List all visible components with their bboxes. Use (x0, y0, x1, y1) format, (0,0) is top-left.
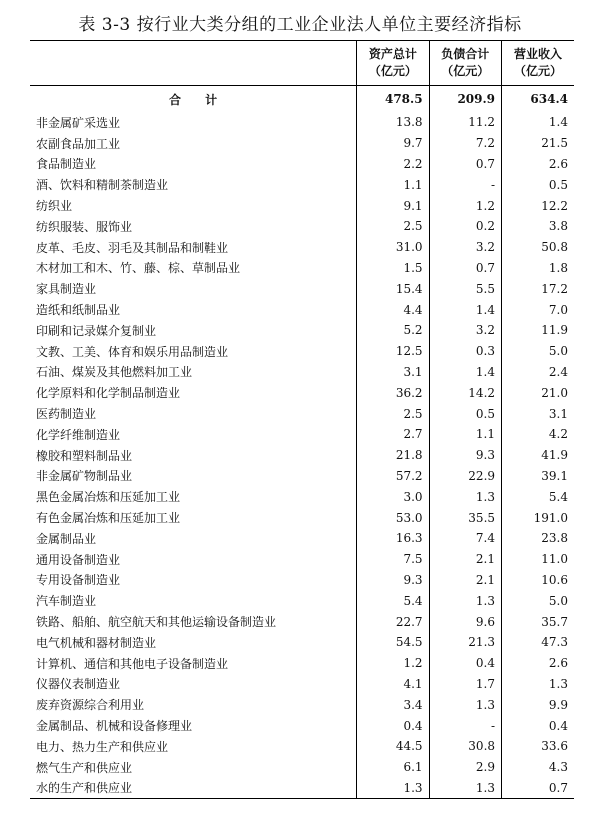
liabilities-value: 9.6 (429, 611, 501, 632)
assets-value: 12.5 (357, 341, 429, 362)
table-row (30, 403, 574, 424)
header-assets-unit: （亿元） (368, 64, 417, 78)
liabilities-value: 1.3 (429, 778, 501, 799)
assets-value: 36.2 (357, 382, 429, 403)
header-liabilities-label: 负债合计 (441, 47, 490, 61)
liabilities-value: 21.3 (429, 632, 501, 653)
revenue-value: 41.9 (502, 445, 574, 466)
table-row (30, 694, 574, 715)
assets-value: 4.4 (357, 299, 429, 320)
revenue-value: 1.4 (502, 112, 574, 133)
table-row (30, 674, 574, 695)
industry-name: 家具制造业 (36, 282, 97, 297)
liabilities-value: 0.5 (429, 403, 501, 424)
revenue-value: 11.9 (502, 320, 574, 341)
liabilities-value: 7.2 (429, 133, 501, 154)
table-row (30, 382, 574, 403)
industry-name: 电气机械和器材制造业 (36, 635, 157, 650)
table-row (30, 570, 574, 591)
revenue-value: 7.0 (502, 299, 574, 320)
assets-value: 13.8 (357, 112, 429, 133)
revenue-value: 12.2 (502, 195, 574, 216)
liabilities-value: 2.1 (429, 570, 501, 591)
assets-value: 15.4 (357, 278, 429, 299)
revenue-value: 11.0 (502, 549, 574, 570)
table-row (30, 549, 574, 570)
industry-name: 黑色金属冶炼和压延加工业 (36, 490, 181, 505)
industry-name: 通用设备制造业 (36, 552, 121, 567)
header-row (30, 41, 574, 86)
liabilities-value: 14.2 (429, 382, 501, 403)
industry-name: 化学原料和化学制品制造业 (36, 386, 181, 401)
revenue-value: 10.6 (502, 570, 574, 591)
assets-value: 9.7 (357, 133, 429, 154)
liabilities-value: 3.2 (429, 237, 501, 258)
table-row (30, 445, 574, 466)
total-row (30, 86, 574, 113)
table-row (30, 237, 574, 258)
assets-value: 5.2 (357, 320, 429, 341)
assets-value: 7.5 (357, 549, 429, 570)
industry-name: 化学纤维制造业 (36, 427, 121, 442)
table-row (30, 424, 574, 445)
industry-name: 金属制品业 (36, 531, 97, 546)
revenue-value: 0.4 (502, 715, 574, 736)
assets-value: 2.5 (357, 403, 429, 424)
table-row (30, 174, 574, 195)
table-row (30, 154, 574, 175)
assets-value: 3.1 (357, 362, 429, 383)
table-row (30, 299, 574, 320)
total-assets: 478.5 (357, 86, 429, 113)
table-row (30, 258, 574, 279)
industry-name: 纺织服装、服饰业 (36, 219, 133, 234)
table-row (30, 736, 574, 757)
liabilities-value: 3.2 (429, 320, 501, 341)
assets-value: 57.2 (357, 466, 429, 487)
assets-value: 54.5 (357, 632, 429, 653)
assets-value: 3.0 (357, 486, 429, 507)
industry-name: 计算机、通信和其他电子设备制造业 (36, 656, 229, 671)
header-assets-label: 资产总计 (368, 47, 417, 61)
revenue-value: 4.2 (502, 424, 574, 445)
assets-value: 1.5 (357, 258, 429, 279)
revenue-value: 5.0 (502, 341, 574, 362)
table-row (30, 341, 574, 362)
revenue-value: 39.1 (502, 466, 574, 487)
liabilities-value: 0.7 (429, 258, 501, 279)
revenue-value: 23.8 (502, 528, 574, 549)
table-row (30, 653, 574, 674)
revenue-value: 1.8 (502, 258, 574, 279)
revenue-value: 2.4 (502, 362, 574, 383)
liabilities-value: 5.5 (429, 278, 501, 299)
revenue-value: 2.6 (502, 653, 574, 674)
liabilities-value: 2.9 (429, 757, 501, 778)
revenue-value: 191.0 (502, 507, 574, 528)
liabilities-value: 1.3 (429, 486, 501, 507)
revenue-value: 3.1 (502, 403, 574, 424)
industry-name: 非金属矿采选业 (36, 115, 121, 130)
table-row (30, 278, 574, 299)
revenue-value: 2.6 (502, 154, 574, 175)
revenue-value: 3.8 (502, 216, 574, 237)
revenue-value: 5.4 (502, 486, 574, 507)
revenue-value: 1.3 (502, 674, 574, 695)
assets-value: 9.1 (357, 195, 429, 216)
assets-value: 4.1 (357, 674, 429, 695)
industry-name: 铁路、船舶、航空航天和其他运输设备制造业 (36, 615, 277, 630)
industry-name: 木材加工和木、竹、藤、棕、草制品业 (36, 261, 241, 276)
table-row (30, 778, 574, 799)
industry-name: 金属制品、机械和设备修理业 (36, 719, 193, 733)
header-revenue (502, 41, 574, 86)
assets-value: 5.4 (357, 590, 429, 611)
liabilities-value: 1.3 (429, 694, 501, 715)
table-row (30, 133, 574, 154)
liabilities-value: 0.4 (429, 653, 501, 674)
liabilities-value: 0.2 (429, 216, 501, 237)
industry-name: 废弃资源综合利用业 (36, 698, 145, 713)
liabilities-value: 1.2 (429, 195, 501, 216)
liabilities-value: 1.4 (429, 299, 501, 320)
liabilities-value: 0.7 (429, 154, 501, 175)
revenue-value: 33.6 (502, 736, 574, 757)
liabilities-value: 1.3 (429, 590, 501, 611)
table-title: 表 3-3 按行业大类分组的工业企业法人单位主要经济指标 (78, 15, 522, 35)
industry-name: 非金属矿物制品业 (36, 469, 133, 484)
header-industry (30, 41, 357, 86)
assets-value: 53.0 (357, 507, 429, 528)
total-label: 合 计 (168, 92, 228, 107)
table-row (30, 216, 574, 237)
assets-value: 0.4 (357, 715, 429, 736)
table-row (30, 632, 574, 653)
liabilities-value: 7.4 (429, 528, 501, 549)
assets-value: 21.8 (357, 445, 429, 466)
table-row (30, 611, 574, 632)
liabilities-value: 0.3 (429, 341, 501, 362)
header-revenue-label: 营业收入 (514, 47, 563, 61)
liabilities-value: - (429, 715, 501, 736)
table-row (30, 112, 574, 133)
assets-value: 44.5 (357, 736, 429, 757)
liabilities-value: 9.3 (429, 445, 501, 466)
assets-value: 6.1 (357, 757, 429, 778)
liabilities-value: 30.8 (429, 736, 501, 757)
total-revenue: 634.4 (502, 86, 574, 113)
revenue-value: 4.3 (502, 757, 574, 778)
assets-value: 9.3 (357, 570, 429, 591)
revenue-value: 0.7 (502, 778, 574, 799)
table-row (30, 528, 574, 549)
industry-name: 造纸和纸制品业 (36, 303, 121, 318)
liabilities-value: 1.7 (429, 674, 501, 695)
liabilities-value: 22.9 (429, 466, 501, 487)
assets-value: 2.5 (357, 216, 429, 237)
assets-value: 31.0 (357, 237, 429, 258)
industry-name: 文教、工美、体育和娱乐用品制造业 (36, 344, 229, 359)
liabilities-value: 1.4 (429, 362, 501, 383)
table-row (30, 507, 574, 528)
industry-name: 石油、煤炭及其他燃料加工业 (36, 365, 193, 380)
assets-value: 16.3 (357, 528, 429, 549)
industry-name: 纺织业 (36, 199, 73, 214)
industry-name: 有色金属冶炼和压延加工业 (36, 511, 181, 526)
industry-name: 食品制造业 (36, 157, 97, 172)
industry-name: 燃气生产和供应业 (36, 760, 133, 775)
assets-value: 3.4 (357, 694, 429, 715)
industry-name: 仪器仪表制造业 (36, 677, 121, 692)
assets-value: 1.2 (357, 653, 429, 674)
industry-name: 医药制造业 (36, 407, 97, 422)
header-revenue-unit: （亿元） (514, 64, 563, 78)
industry-name: 专用设备制造业 (36, 573, 121, 588)
indicator-table (30, 40, 574, 799)
revenue-value: 5.0 (502, 590, 574, 611)
revenue-value: 35.7 (502, 611, 574, 632)
assets-value: 1.1 (357, 174, 429, 195)
table-row (30, 320, 574, 341)
revenue-value: 50.8 (502, 237, 574, 258)
table-row (30, 362, 574, 383)
assets-value: 22.7 (357, 611, 429, 632)
table-row (30, 195, 574, 216)
header-liabilities-unit: （亿元） (441, 64, 490, 78)
header-liabilities (429, 41, 501, 86)
industry-name: 皮革、毛皮、羽毛及其制品和制鞋业 (36, 240, 229, 255)
industry-name: 印刷和记录媒介复制业 (36, 323, 157, 338)
table-row (30, 466, 574, 487)
revenue-value: 0.5 (502, 174, 574, 195)
industry-name: 农副食品加工业 (36, 136, 121, 151)
liabilities-value: 35.5 (429, 507, 501, 528)
assets-value: 1.3 (357, 778, 429, 799)
header-assets (357, 41, 429, 86)
table-row (30, 757, 574, 778)
industry-name: 酒、饮料和精制茶制造业 (36, 178, 169, 193)
table-row (30, 590, 574, 611)
assets-value: 2.2 (357, 154, 429, 175)
assets-value: 2.7 (357, 424, 429, 445)
table-row (30, 486, 574, 507)
liabilities-value: 1.1 (429, 424, 501, 445)
industry-name: 汽车制造业 (36, 594, 97, 609)
revenue-value: 47.3 (502, 632, 574, 653)
total-liabilities: 209.9 (429, 86, 501, 113)
industry-name: 电力、热力生产和供应业 (36, 739, 169, 754)
revenue-value: 17.2 (502, 278, 574, 299)
liabilities-value: 11.2 (429, 112, 501, 133)
revenue-value: 21.0 (502, 382, 574, 403)
table-row (30, 715, 574, 736)
industry-name: 橡胶和塑料制品业 (36, 448, 133, 463)
revenue-value: 21.5 (502, 133, 574, 154)
liabilities-value: - (429, 174, 501, 195)
revenue-value: 9.9 (502, 694, 574, 715)
industry-name: 水的生产和供应业 (30, 778, 357, 799)
liabilities-value: 2.1 (429, 549, 501, 570)
